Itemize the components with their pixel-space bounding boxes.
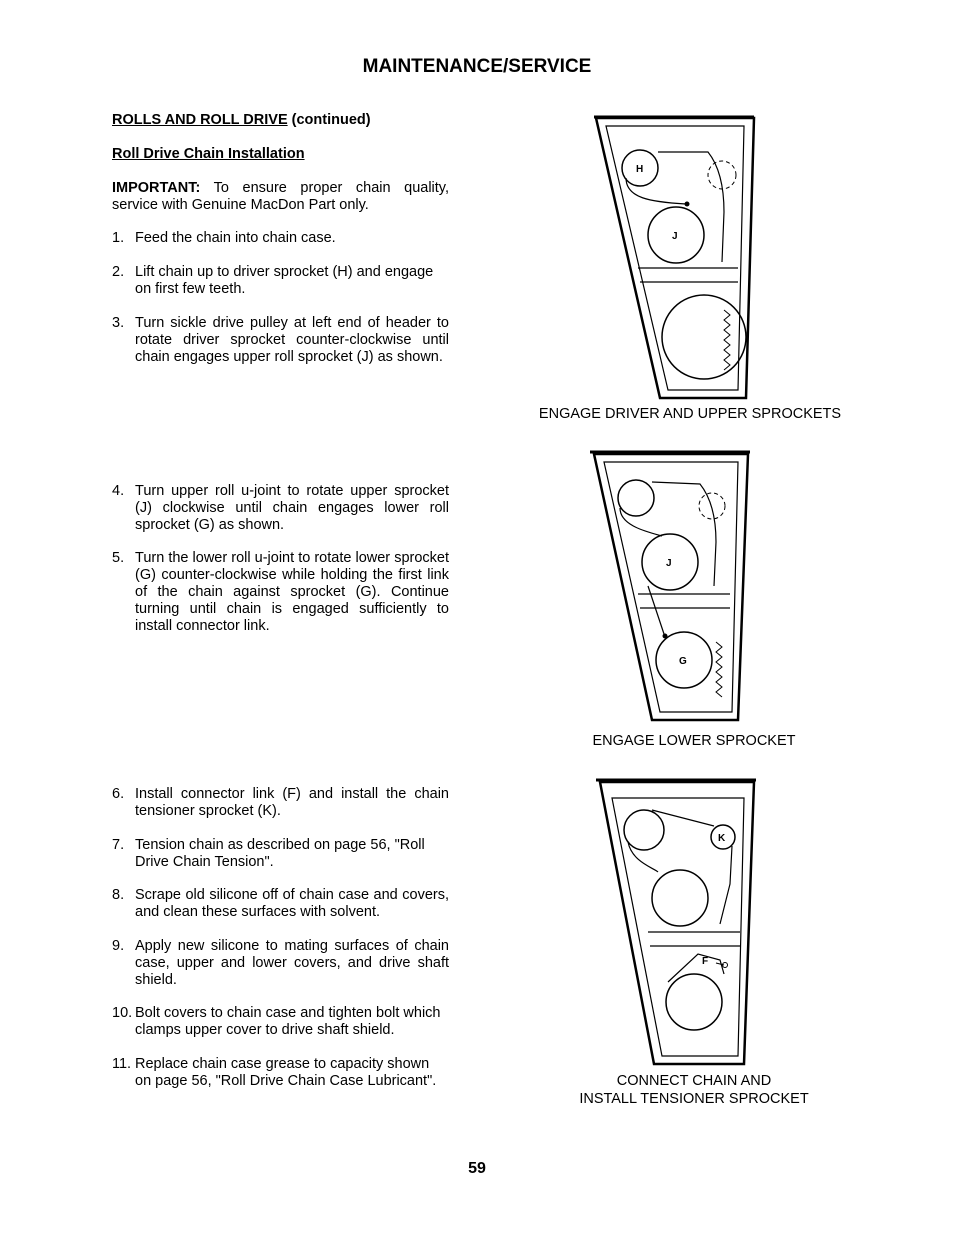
step-11 xyxy=(112,1056,449,1090)
case-outline xyxy=(600,782,754,1064)
step-1 xyxy=(112,230,449,247)
step-text: Turn sickle drive pulley at left end of header to rotate driver sprocket counter-clockwise until chain engages upper roll sprocket (J) as shown. xyxy=(135,315,449,365)
step-text: Replace chain case grease to capacity shown on page 56, "Roll Drive Chain Case Lubricant". xyxy=(135,1056,437,1089)
label-h: H xyxy=(636,164,644,175)
chain-segment xyxy=(648,586,664,634)
figure-caption-line-2: INSTALL TENSIONER SPROCKET xyxy=(579,1091,809,1107)
step-number: 11. xyxy=(112,1056,132,1072)
section-heading xyxy=(112,112,371,128)
step-10 xyxy=(112,1005,449,1039)
step-number: 5. xyxy=(112,550,125,566)
case-outline xyxy=(596,118,754,398)
step-number: 4. xyxy=(112,483,125,499)
label-j: J xyxy=(666,558,672,569)
case-inner xyxy=(606,126,744,390)
section-title: ROLLS AND ROLL DRIVE xyxy=(112,112,288,128)
section-suffix: (continued) xyxy=(291,112,371,128)
step-text: Turn the lower roll u-joint to rotate lower sprocket (G) counter-clockwise while holding the first link of the chain against sprocket (G). Continue turning until chain is engaged sufficiently to install connector link. xyxy=(135,550,449,634)
step-number: 6. xyxy=(112,786,125,802)
step-number: 10. xyxy=(112,1005,133,1021)
upper-driver-sprocket xyxy=(618,480,654,516)
subsection-heading: Roll Drive Chain Installation xyxy=(112,146,305,162)
step-text: Scrape old silicone off of chain case and covers, and clean these surfaces with solvent. xyxy=(135,887,449,920)
step-6 xyxy=(112,786,449,820)
step-number: 2. xyxy=(112,264,125,280)
upper-driver-sprocket xyxy=(624,810,664,850)
step-number: 3. xyxy=(112,315,125,331)
step-text: Lift chain up to driver sprocket (H) and engage on first few teeth. xyxy=(135,264,434,297)
figure-caption-1: ENGAGE DRIVER AND UPPER SPROCKETS xyxy=(538,406,842,422)
label-j: J xyxy=(672,231,678,242)
page-number: 59 xyxy=(468,1160,486,1177)
tensioner-position xyxy=(699,493,725,519)
step-number: 9. xyxy=(112,938,125,954)
step-text: Turn upper roll u-joint to rotate upper sprocket (J) clockwise until chain engages lower roll sprocket (G) as shown. xyxy=(135,483,449,533)
step-4 xyxy=(112,483,449,534)
chain-case-diagram-3 xyxy=(594,774,766,1070)
important-text: To ensure proper chain quality, service with Genuine MacDon Part only. xyxy=(112,180,449,213)
page-title: MAINTENANCE/SERVICE xyxy=(362,56,592,77)
step-text: Bolt covers to chain case and tighten bolt which clamps upper cover to drive shaft shield. xyxy=(135,1005,441,1038)
chain-segment xyxy=(652,810,714,826)
lower-roll-sprocket xyxy=(666,974,722,1030)
chain-case-diagram-1 xyxy=(590,112,760,404)
chain-segment xyxy=(668,954,724,982)
step-text: Tension chain as described on page 56, "Roll Drive Chain Tension". xyxy=(135,837,425,870)
chain-segment xyxy=(720,846,732,924)
important-label: IMPORTANT: xyxy=(112,180,201,196)
step-number: 7. xyxy=(112,837,125,853)
chain-case-diagram-2 xyxy=(588,446,758,726)
figure-caption-line-1: CONNECT CHAIN AND xyxy=(616,1073,772,1089)
step-3 xyxy=(112,315,449,366)
lower-sprocket xyxy=(662,295,746,379)
step-2 xyxy=(112,264,449,298)
step-9 xyxy=(112,938,449,989)
chain-slack xyxy=(716,642,722,697)
label-k: K xyxy=(718,833,726,844)
chain-segment xyxy=(626,178,686,204)
figure-caption-2: ENGAGE LOWER SPROCKET xyxy=(592,733,796,749)
chain-slack xyxy=(724,310,730,370)
chain-segment xyxy=(652,482,716,586)
step-text: Install connector link (F) and install the chain tensioner sprocket (K). xyxy=(135,786,449,819)
chain-end xyxy=(685,202,690,207)
step-number: 1. xyxy=(112,230,125,246)
chain-segment xyxy=(658,152,724,262)
step-7 xyxy=(112,837,449,871)
upper-roll-sprocket xyxy=(652,870,708,926)
label-f: F xyxy=(702,956,709,967)
step-text: Apply new silicone to mating surfaces of chain case, upper and lower covers, and drive shaft shield. xyxy=(135,938,449,988)
step-text: Feed the chain into chain case. xyxy=(135,230,336,246)
step-5 xyxy=(112,550,449,635)
figure-caption-3 xyxy=(504,1072,884,1108)
step-number: 8. xyxy=(112,887,125,903)
case-outline xyxy=(594,454,748,720)
chain-segment xyxy=(620,508,662,536)
chain-end xyxy=(663,634,668,639)
important-note xyxy=(112,180,449,214)
step-8 xyxy=(112,887,449,921)
label-g: G xyxy=(679,656,687,667)
